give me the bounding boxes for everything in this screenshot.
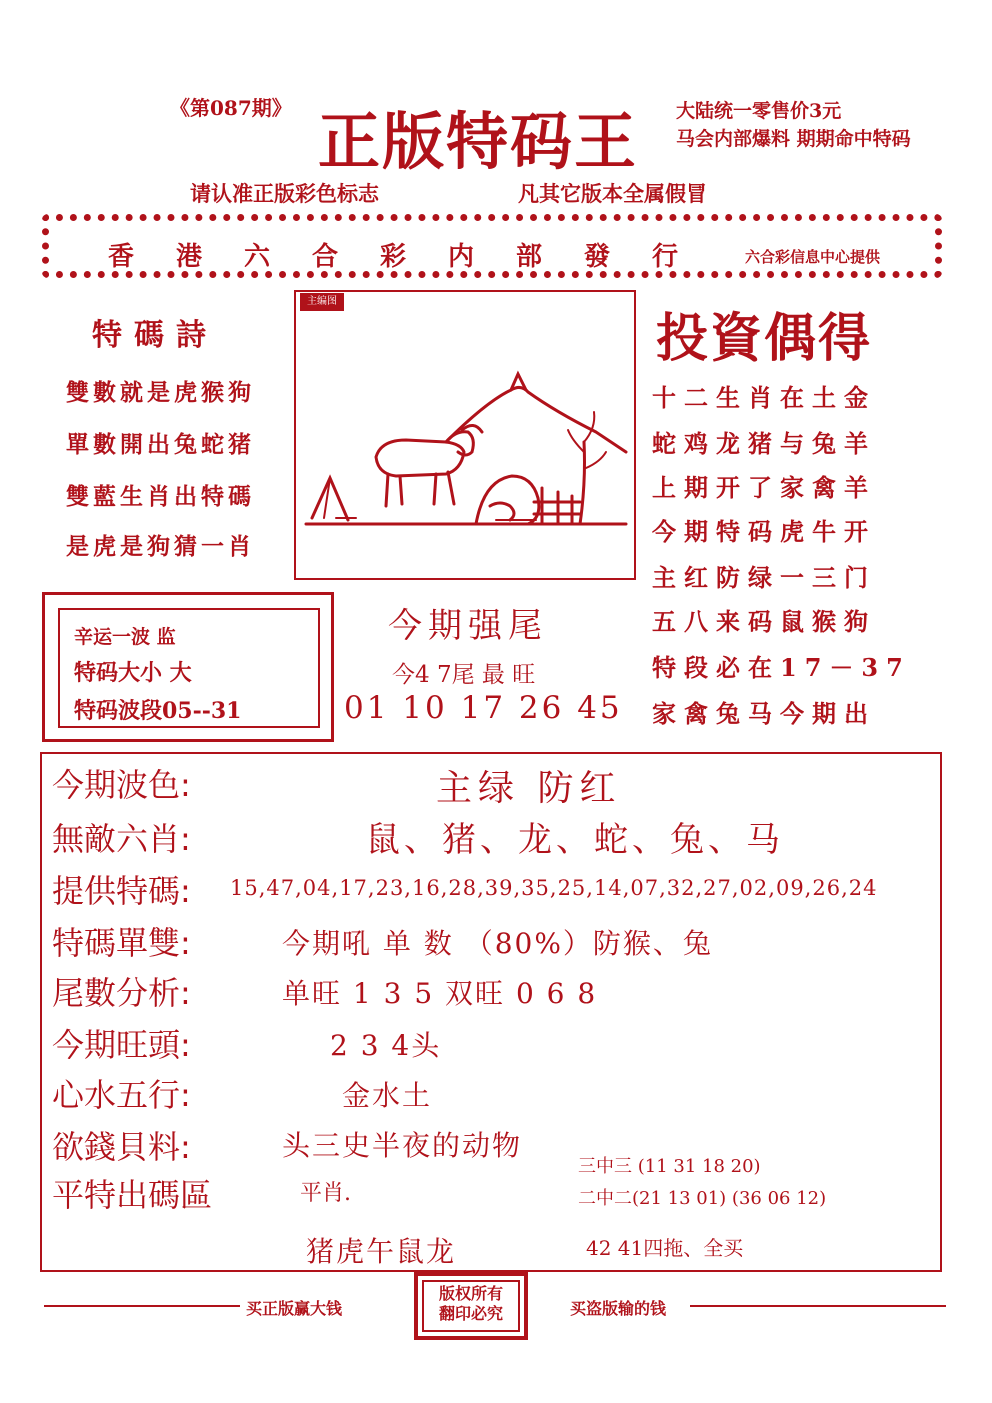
zodiac-value: 鼠、猪、龙、蛇、兔、马 (366, 820, 784, 860)
color-value: 主绿 防红 (436, 768, 622, 809)
price-text: 大陆统一零售价3元 (676, 100, 842, 122)
banner-note: 六合彩信息中心提供 (745, 248, 881, 266)
copyright-text (426, 1284, 516, 1324)
seal-stamp: 主编图 (300, 293, 344, 311)
oddeven-value: 今期吼 单 数 （80%）防猴、兔 (282, 927, 713, 960)
fake-notice: 凡其它版本全属假冒 (518, 181, 707, 206)
riddle-value: 头三史半夜的动物 (282, 1129, 523, 1162)
tail-numbers: 01 10 17 26 45 (344, 690, 623, 726)
flat-value: 平肖. (300, 1181, 351, 1206)
luck-line: 特码大小 大 (74, 660, 192, 686)
page-title: 正版特码王 (318, 105, 639, 178)
animals-value: 猪虎午鼠龙 (306, 1235, 457, 1268)
invest-line: 今期特码虎牛开 (652, 517, 876, 546)
riddle-label: 欲錢貝料: (52, 1128, 191, 1166)
invest-line: 十二生肖在土金 (652, 383, 876, 412)
head-label: 今期旺頭: (52, 1026, 191, 1064)
poem-line: 是虎是狗猜一肖 (66, 533, 255, 560)
banner-text: 香港六合彩内部發行 (108, 242, 721, 272)
oddeven-label: 特碼單雙: (52, 924, 191, 962)
invest-title: 投資偶得 (656, 308, 873, 369)
insider-text: 马会内部爆料 期期命中特码 (676, 128, 911, 150)
footer-right-text: 买盗版输的钱 (570, 1299, 667, 1318)
invest-line: 蛇鸡龙猪与兔羊 (652, 429, 876, 458)
tail-value: 单旺 1 3 5 双旺 0 6 8 (282, 977, 598, 1010)
invest-line: 五八来码鼠猴狗 (652, 607, 876, 636)
color-label: 今期波色: (52, 766, 191, 804)
strong-tail-title: 今期强尾 (388, 606, 548, 646)
combo-two: 二中二(21 13 01) (36 06 12) (578, 1188, 827, 1209)
tail-best: 今4 7尾 最 旺 (392, 662, 536, 688)
head-value: 2 3 4头 (330, 1029, 442, 1062)
element-value: 金水土 (342, 1079, 433, 1112)
poem-line: 雙藍生肖出特碼 (66, 483, 255, 510)
combo-drag: 42 41四拖、全买 (586, 1236, 744, 1260)
issue-number: 《第087期》 (170, 96, 292, 120)
tail-label: 尾數分析: (52, 974, 191, 1012)
poem-line: 單數開出兔蛇猪 (66, 431, 255, 458)
invest-line: 主红防绿一三门 (652, 563, 876, 592)
zodiac-label: 無敵六肖: (52, 820, 191, 858)
invest-line: 特段必在17－37 (652, 653, 911, 682)
codes-label: 提供特碼: (52, 872, 191, 910)
element-label: 心水五行: (52, 1076, 191, 1114)
footer-rule-right (690, 1305, 946, 1307)
goat-illustration (296, 292, 634, 578)
invest-line: 上期开了家禽羊 (652, 473, 876, 502)
copyright-line: 翻印必究 (438, 1304, 503, 1323)
luck-line: 辛运一波 监 (74, 626, 176, 648)
copyright-line: 版权所有 (438, 1284, 503, 1303)
codes-value: 15,47,04,17,23,16,28,39,35,25,14,07,32,27,02,09,26,24 (230, 876, 878, 900)
authentic-notice: 请认准正版彩色标志 (190, 181, 379, 206)
footer-rule-left (44, 1305, 240, 1307)
combo-three: 三中三 (11 31 18 20) (578, 1156, 761, 1177)
flat-label: 平特出碼區 (52, 1176, 213, 1214)
luck-line: 特码波段05--31 (74, 698, 242, 724)
poem-title: 特碼詩 (92, 318, 218, 353)
poem-line: 雙數就是虎猴狗 (66, 379, 255, 406)
footer-left-text: 买正版赢大钱 (246, 1299, 343, 1318)
invest-line: 家禽兔马今期出 (652, 699, 876, 728)
